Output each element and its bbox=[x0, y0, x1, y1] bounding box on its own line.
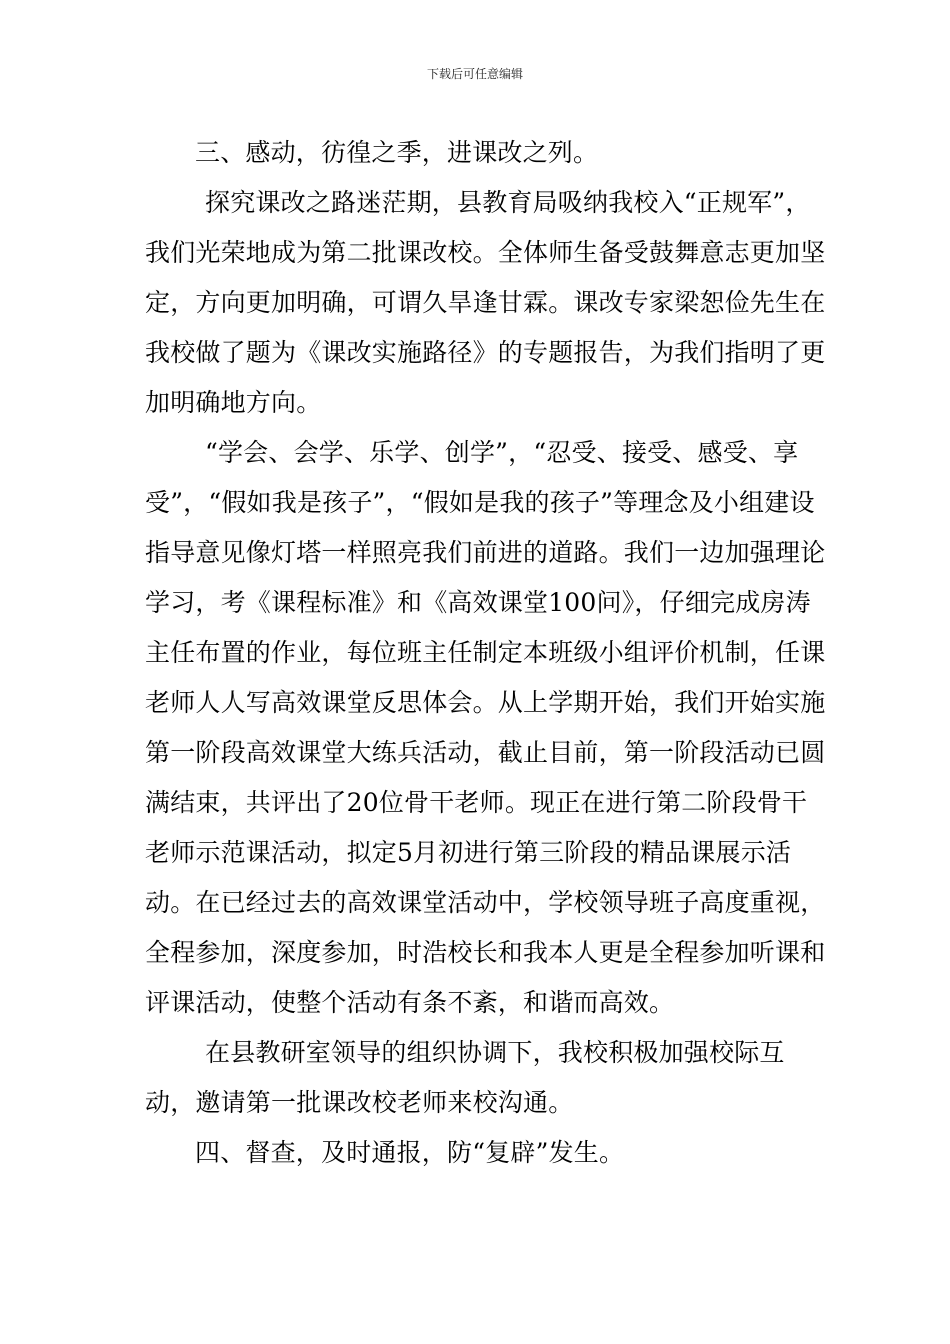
paragraph-2: “学会、会学、乐学、创学”，“忍受、接受、感受、享受”，“假如我是孩子”，“假如是我的孩子”等理念及小组建设指导意见像灯塔一样照亮我们前进的道路。我们一边加强理论学习，考《课程标准》和《高效课堂100问》，仔细完成房涛主任布置的作业，每位班主任制定本班级小组评价机制，任课老师人人写高效课堂反思体会。从上学期开始，我们开始实施第一阶段高效课堂大练兵活动，截止目前，第一阶段活动已圆满结束，共评出了20位骨干老师。现正在进行第二阶段骨干老师示范课活动，拟定5月初进行第三阶段的精品课展示活动。在已经过去的高效课堂活动中，学校领导班子高度重视，全程参加，深度参加，时浩校长和我本人更是全程参加听课和评课活动，使整个活动有条不紊，和谐而高效。 bbox=[145, 438, 826, 1017]
section-heading-4: 四、督查，及时通报，防“复辟”发生。 bbox=[195, 1138, 625, 1167]
header-note: 下载后可任意编辑 bbox=[426, 67, 523, 81]
section-heading-3: 三、感动，彷徨之季，进课改之列。 bbox=[195, 138, 599, 167]
document-body bbox=[145, 128, 831, 1178]
paragraph-3: 在县教研室领导的组织协调下，我校积极加强校际互动，邀请第一批课改校老师来校沟通。 bbox=[145, 1038, 785, 1117]
paragraph-1: 探究课改之路迷茫期，县教育局吸纳我校入“正规军”，我们光荣地成为第二批课改校。全体师生备受鼓舞意志更加坚定，方向更加明确，可谓久旱逢甘霖。课改专家梁恕俭先生在我校做了题为《课改实施路径》的专题报告，为我们指明了更加明确地方向。 bbox=[145, 188, 826, 417]
